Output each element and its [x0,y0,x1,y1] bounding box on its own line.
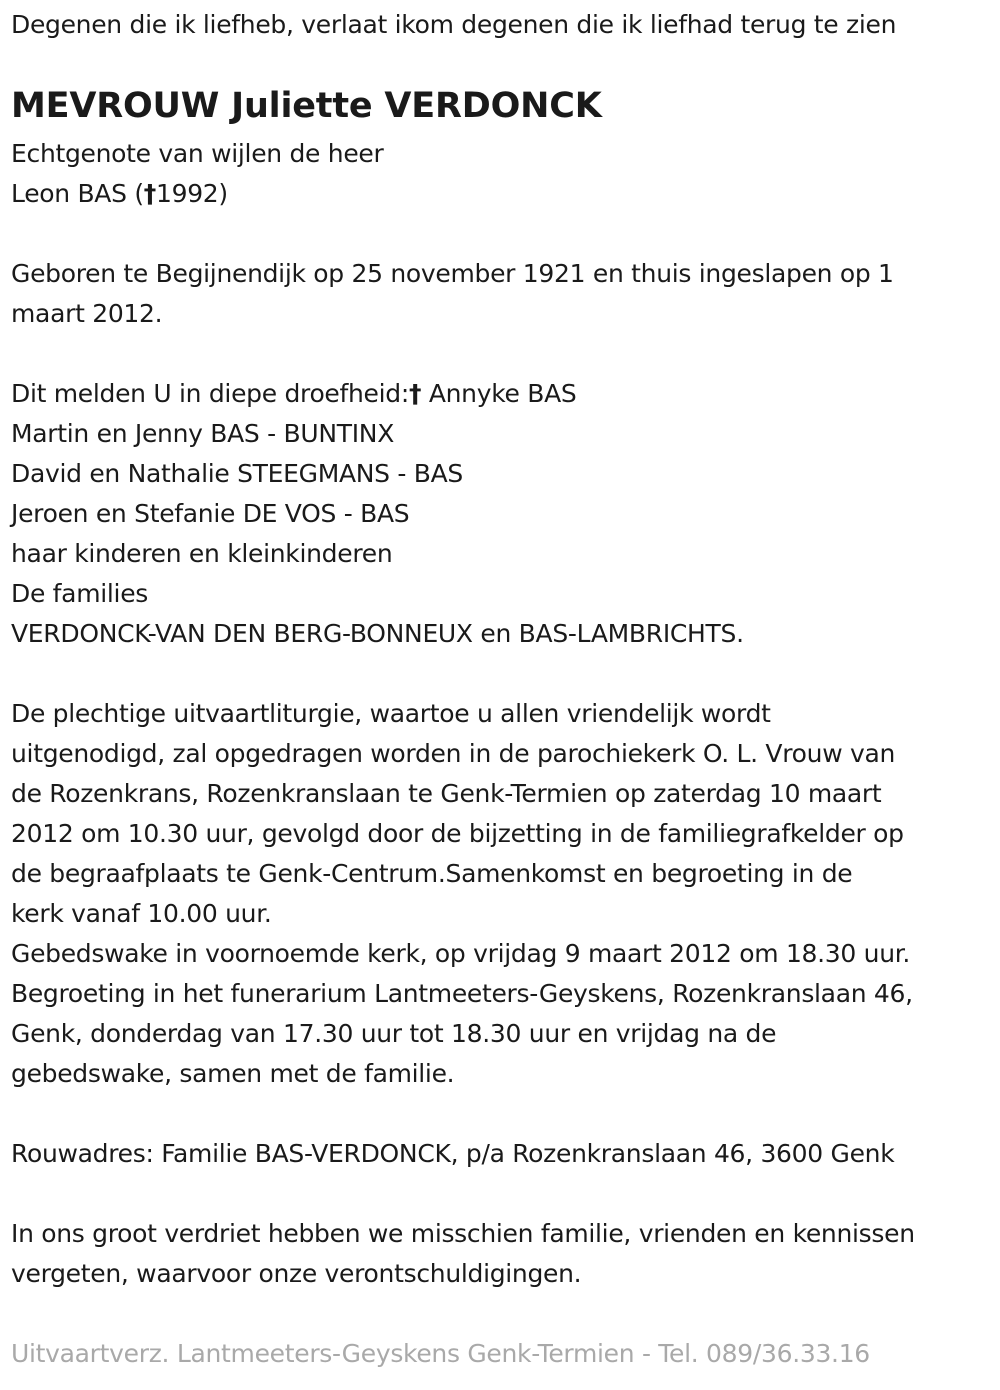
announcement-intro-text: Dit melden U in diepe droefheid: [11,379,409,408]
announcement-section [11,374,744,654]
birth-death-line-1: Geboren te Begijnendijk op 25 november 1921 en thuis ingeslapen op 1 [11,259,894,288]
announcement-first-family: Annyke BAS [421,379,577,408]
spouse-section [11,134,383,214]
deceased-name: MEVROUW Juliette VERDONCK [11,86,602,126]
birth-death-line-2: maart 2012. [11,299,163,328]
spouse-death-year: 1992) [155,179,228,208]
cross-icon: † [143,179,156,208]
funeral-line: De plechtige uitvaartliturgie, waartoe u allen vriendelijk wordt [11,699,771,728]
address-section [11,1134,894,1174]
family-line: haar kinderen en kleinkinderen [11,539,393,568]
funeral-line: Gebedswake in voornoemde kerk, op vrijdag 9 maart 2012 om 18.30 uur. [11,939,911,968]
apology-line-1: In ons groot verdriet hebben we misschien familie, vrienden en kennissen [11,1219,915,1248]
funeral-line: de begraafplaats te Genk-Centrum.Samenkomst en begroeting in de [11,859,853,888]
spouse-line-1: Echtgenote van wijlen de heer [11,139,384,168]
funeral-line: Genk, donderdag van 17.30 uur tot 18.30 uur en vrijdag na de [11,1019,777,1048]
announcement-intro [11,374,744,414]
apology-section [11,1214,915,1294]
funeral-home-footer: Uitvaartverz. Lantmeeters-Geyskens Genk-Termien - Tel. 089/36.33.16 [11,1339,870,1368]
funeral-line: 2012 om 10.30 uur, gevolgd door de bijzetting in de familiegrafkelder op [11,819,904,848]
spouse-name: Leon BAS ( [11,179,144,208]
family-line: Jeroen en Stefanie DE VOS - BAS [11,499,410,528]
family-line: Martin en Jenny BAS - BUNTINX [11,419,395,448]
family-line: VERDONCK-VAN DEN BERG-BONNEUX en BAS-LAMBRICHTS. [11,619,744,648]
funeral-line: Begroeting in het funerarium Lantmeeters-Geyskens, Rozenkranslaan 46, [11,979,913,1008]
funeral-line: uitgenodigd, zal opgedragen worden in de parochiekerk O. L. Vrouw van [11,739,896,768]
funeral-section [11,694,913,1094]
cross-icon: † [408,379,422,408]
family-line: De families [11,579,148,608]
birth-death-section [11,254,894,334]
funeral-line: kerk vanaf 10.00 uur. [11,899,272,928]
spouse-line-2 [11,174,383,214]
motto-text: Degenen die ik liefheb, verlaat ikom degenen die ik liefhad terug te zien [11,10,897,39]
apology-line-2: vergeten, waarvoor onze verontschuldigingen. [11,1259,582,1288]
mourning-address: Rouwadres: Familie BAS-VERDONCK, p/a Rozenkranslaan 46, 3600 Genk [11,1139,895,1168]
family-line: David en Nathalie STEEGMANS - BAS [11,459,463,488]
funeral-line: gebedswake, samen met de familie. [11,1059,455,1088]
funeral-line: de Rozenkrans, Rozenkranslaan te Genk-Termien op zaterdag 10 maart [11,779,882,808]
